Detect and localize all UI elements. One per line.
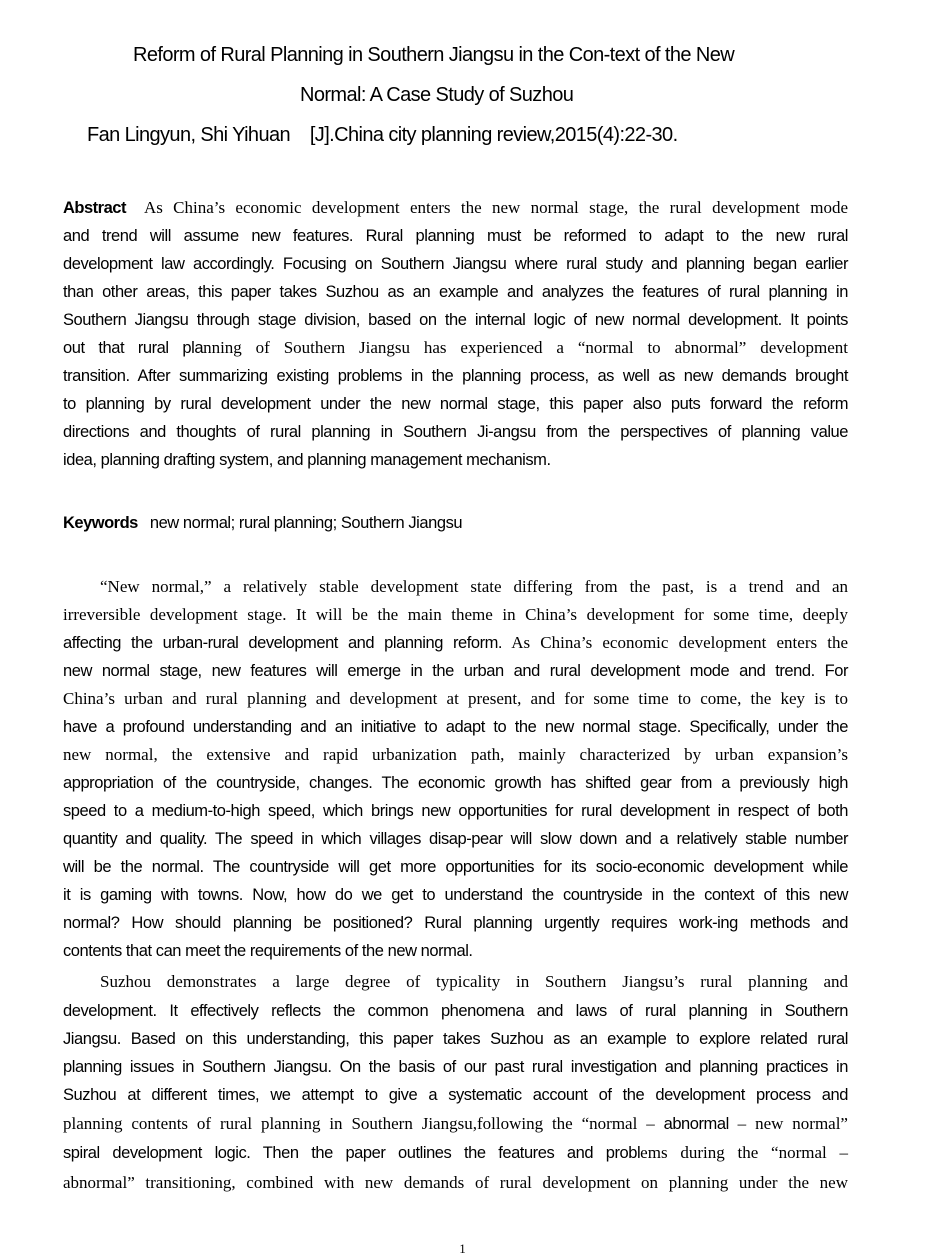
text-segment: abnormal: [663, 1115, 729, 1133]
text-line: [63, 885, 848, 906]
text-line: [63, 633, 848, 654]
text-segment: Suzhou demonstrates a large degree of typicality in Southern Jiangsu’s rural planning and: [100, 972, 848, 991]
text-line: [63, 801, 848, 822]
text-line: [63, 422, 848, 443]
text-segment: have a profound understanding and an initiative to adapt to the new normal stage. Specifically, under the: [63, 718, 848, 736]
text-segment: contents that can meet the requirements of the new normal.: [63, 942, 473, 960]
text-segment: planning contents of rural planning in Southern Jiangsu,following the “normal –: [63, 1114, 664, 1133]
text-segment: appropriation of the countryside, changes. The economic growth has shifted gear from a previously high: [63, 774, 848, 792]
citation: Fan Lingyun, Shi Yihuan [J].China city planning review,2015(4):22-30.: [87, 124, 678, 146]
text-segment: Suzhou at different times, we attempt to give a systematic account of the development process and: [63, 1086, 848, 1104]
text-segment: “New normal,” a relatively stable development state differing from the past, is a trend and an: [100, 577, 848, 596]
text-segment: and trend will assume new features. Rural planning must be reformed to adapt to the new rural: [63, 227, 848, 245]
text-line: [63, 941, 473, 962]
text-segment: Jiangsu. Based on this understanding, this paper takes Suzhou as an example to explore related rural: [63, 1030, 848, 1048]
text-segment: irreversible development stage. It will be the main theme in China’s development for some time, deeply: [63, 605, 848, 624]
text-line: [63, 1057, 848, 1078]
text-line: [63, 717, 848, 738]
abstract-label: Abstract: [63, 199, 126, 217]
text-segment: will be the normal. The countryside will get more opportunities for its socio-economic development while: [63, 858, 848, 876]
text-line: [63, 394, 848, 415]
text-segment: planning issues in Southern Jiangsu. On the basis of our past rural investigation and planning practices in: [63, 1058, 848, 1076]
text-line: [63, 1173, 848, 1194]
text-line: [100, 577, 848, 598]
text-line: [63, 450, 551, 471]
text-segment: it is gaming with towns. Now, how do we get to understand the countryside in the context of this new: [63, 886, 848, 904]
text-segment: As China’s economic development enters the: [502, 633, 848, 652]
text-segment: affecting the urban-rural development and planning reform.: [63, 634, 503, 652]
text-line: [63, 1085, 848, 1106]
text-line: [63, 829, 848, 850]
text-segment: transition. After summarizing existing problems in the planning process, as well as new demands brought: [63, 367, 848, 385]
text-segment: abnormal” transitioning, combined with new demands of rural development on planning under the new: [63, 1173, 848, 1192]
text-line: [63, 1114, 848, 1135]
text-line: [63, 338, 848, 359]
text-segment: normal? How should planning be positioned? Rural planning urgently requires work-ing methods and: [63, 914, 848, 932]
text-segment: development. It effectively reflects the common phenomena and laws of rural planning in Southern: [63, 1002, 848, 1020]
text-segment: speed to a medium-to-high speed, which brings new opportunities for rural development in respect of both: [63, 802, 848, 820]
text-segment: As China’s economic development enters the new normal stage, the rural development mode: [143, 198, 848, 217]
text-segment: Southern Jiangsu through stage division, based on the internal logic of new normal development. It points: [63, 311, 848, 329]
text-line: [100, 972, 848, 993]
text-line: [63, 366, 848, 387]
text-line: [63, 689, 848, 710]
text-line: [63, 1143, 848, 1164]
text-segment: idea, planning drafting system, and planning management mechanism.: [63, 451, 551, 469]
text-segment: spiral development logic. Then the paper outlines the features and probl: [63, 1144, 641, 1162]
title-line-1: Reform of Rural Planning in Southern Jiangsu in the Con-text of the New: [133, 44, 735, 66]
text-segment: development law accordingly. Focusing on Southern Jiangsu where rural study and planning began earlier: [63, 255, 848, 273]
text-segment: new normal stage, new features will emerge in the urban and rural development mode and trend. For: [63, 662, 848, 680]
text-line: [63, 605, 848, 626]
text-segment: to planning by rural development under the new normal stage, this paper also puts forward the reform: [63, 395, 848, 413]
keywords-line: [63, 513, 462, 534]
keywords-label: Keywords: [63, 514, 138, 532]
text-line: [63, 226, 848, 247]
text-segment: than other areas, this paper takes Suzhou as an example and analyzes the features of rural planning in: [63, 283, 848, 301]
text-segment: nning of Southern Jiangsu has experienced a “normal to abnormal” development: [203, 338, 849, 357]
text-segment: – new normal”: [728, 1114, 848, 1133]
text-segment: out that rural pla: [63, 339, 204, 357]
title-line-2: Normal: A Case Study of Suzhou: [300, 84, 574, 106]
text-segment: China’s urban and rural planning and development at present, and for some time to come, the key is to: [63, 689, 848, 708]
text-segment: quantity and quality. The speed in which villages disap-pear will slow down and a relatively stable number: [63, 830, 848, 848]
keywords-text: new normal; rural planning; Southern Jiangsu: [149, 514, 463, 532]
text-line: [63, 310, 848, 331]
text-segment: new normal, the extensive and rapid urbanization path, mainly characterized by urban expansion’s: [63, 745, 848, 764]
text-line: [63, 254, 848, 275]
text-line: [63, 1001, 848, 1022]
text-segment: ems during the “normal –: [640, 1143, 848, 1162]
text-line: [63, 745, 848, 766]
text-line: [63, 857, 848, 878]
text-line: [63, 661, 848, 682]
text-line: [63, 282, 848, 303]
text-line: [63, 773, 848, 794]
text-line: [63, 913, 848, 934]
page-number: 1: [459, 1241, 466, 1256]
text-segment: directions and thoughts of rural planning in Southern Ji-angsu from the perspectives of planning value: [63, 423, 848, 441]
text-line: [63, 198, 848, 219]
text-line: [63, 1029, 848, 1050]
